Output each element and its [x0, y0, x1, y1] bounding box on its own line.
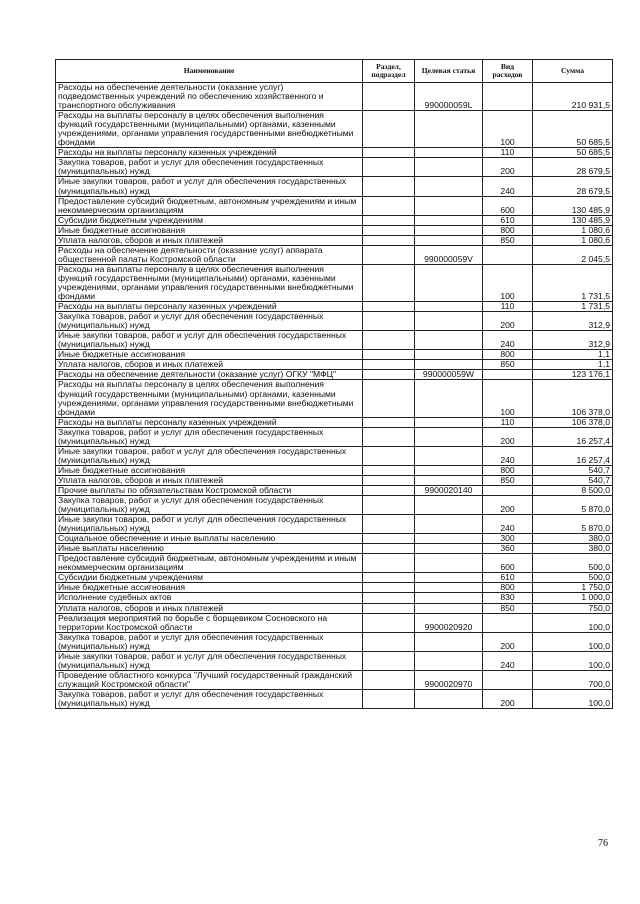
cell-type: 100	[483, 264, 533, 301]
cell-target: 990000059V	[415, 245, 483, 264]
cell-sum: 130 485,9	[533, 196, 613, 215]
table-row	[56, 689, 613, 708]
cell-type: 240	[483, 331, 533, 350]
cell-target	[415, 417, 483, 427]
cell-sum: 100,0	[533, 613, 613, 632]
cell-section	[363, 111, 415, 148]
cell-name: Предоставление субсидий бюджетным, автономным учреждениям и иным некоммерческим организациям	[56, 196, 363, 215]
table-row	[56, 427, 613, 446]
cell-section	[363, 689, 415, 708]
cell-target	[415, 475, 483, 485]
cell-type: 200	[483, 312, 533, 331]
cell-target	[415, 350, 483, 360]
cell-name: Субсидии бюджетным учреждениям	[56, 573, 363, 583]
cell-section	[363, 225, 415, 235]
document-sheet	[55, 59, 612, 709]
cell-sum: 2 045,5	[533, 245, 613, 264]
cell-type: 100	[483, 380, 533, 417]
cell-type	[483, 245, 533, 264]
cell-section	[363, 417, 415, 427]
cell-sum: 100,0	[533, 651, 613, 670]
cell-target: 9900020920	[415, 613, 483, 632]
cell-target: 990000059W	[415, 370, 483, 380]
cell-type: 110	[483, 302, 533, 312]
cell-target	[415, 583, 483, 593]
cell-type: 200	[483, 689, 533, 708]
table-row	[56, 446, 613, 465]
cell-sum: 16 257,4	[533, 446, 613, 465]
header-target: Целевая статья	[415, 60, 483, 83]
cell-sum: 28 679,5	[533, 177, 613, 196]
budget-table	[55, 59, 613, 709]
cell-name: Закупка товаров, работ и услуг для обеспечения государственных (муниципальных) нужд	[56, 496, 363, 515]
cell-section	[363, 670, 415, 689]
cell-name: Уплата налогов, сборов и иных платежей	[56, 360, 363, 370]
cell-sum: 130 485,9	[533, 215, 613, 225]
table-row	[56, 380, 613, 417]
cell-sum: 500,0	[533, 554, 613, 573]
cell-sum: 5 870,0	[533, 515, 613, 534]
cell-name: Социальное обеспечение и иные выплаты населению	[56, 534, 363, 544]
table-row	[56, 350, 613, 360]
cell-target	[415, 225, 483, 235]
cell-type: 850	[483, 235, 533, 245]
cell-target	[415, 632, 483, 651]
table-row	[56, 651, 613, 670]
table-row	[56, 573, 613, 583]
cell-section	[363, 427, 415, 446]
cell-name: Уплата налогов, сборов и иных платежей	[56, 603, 363, 613]
cell-section	[363, 177, 415, 196]
cell-target	[415, 515, 483, 534]
cell-section	[363, 515, 415, 534]
cell-name: Расходы на выплаты персоналу в целях обеспечения выполнения функций государственными (муниципальными) органами, казенными учреждениями, органами управления государственными внебюджетными фондами	[56, 111, 363, 148]
cell-section	[363, 360, 415, 370]
table-row	[56, 485, 613, 495]
cell-target: 990000059L	[415, 83, 483, 111]
cell-name: Иные выплаты населению	[56, 544, 363, 554]
cell-name: Расходы на выплаты персоналу в целях обеспечения выполнения функций государственными (муниципальными) органами, казенными учреждениями, органами управления государственными внебюджетными фондами	[56, 264, 363, 301]
cell-sum: 50 685,5	[533, 148, 613, 158]
cell-section	[363, 465, 415, 475]
cell-target	[415, 177, 483, 196]
cell-target	[415, 427, 483, 446]
cell-name: Проведение областного конкурса "Лучший государственный гражданский служащий Костромской области"	[56, 670, 363, 689]
table-row	[56, 148, 613, 158]
cell-section	[363, 245, 415, 264]
cell-sum: 380,0	[533, 534, 613, 544]
cell-sum: 50 685,5	[533, 111, 613, 148]
cell-sum: 380,0	[533, 544, 613, 554]
cell-name: Предоставление субсидий бюджетным, автономным учреждениям и иным некоммерческим организациям	[56, 554, 363, 573]
table-row	[56, 670, 613, 689]
cell-sum: 1 731,5	[533, 264, 613, 301]
cell-section	[363, 603, 415, 613]
cell-section	[363, 475, 415, 485]
cell-type: 600	[483, 554, 533, 573]
cell-target	[415, 465, 483, 475]
table-row	[56, 235, 613, 245]
cell-name: Иные закупки товаров, работ и услуг для обеспечения государственных (муниципальных) нужд	[56, 177, 363, 196]
cell-sum: 1,1	[533, 350, 613, 360]
table-row	[56, 593, 613, 603]
header-type: Вид расходов	[483, 60, 533, 83]
table-header-row	[56, 60, 613, 83]
cell-target	[415, 235, 483, 245]
table-row	[56, 245, 613, 264]
cell-section	[363, 370, 415, 380]
table-row	[56, 370, 613, 380]
table-row	[56, 544, 613, 554]
cell-name: Расходы на выплаты персоналу казенных учреждений	[56, 148, 363, 158]
cell-type: 800	[483, 583, 533, 593]
cell-section	[363, 573, 415, 583]
cell-name: Расходы на выплаты персоналу казенных учреждений	[56, 302, 363, 312]
cell-name: Закупка товаров, работ и услуг для обеспечения государственных (муниципальных) нужд	[56, 312, 363, 331]
cell-type: 360	[483, 544, 533, 554]
cell-sum: 1 731,5	[533, 302, 613, 312]
cell-section	[363, 83, 415, 111]
table-row	[56, 360, 613, 370]
table-row	[56, 465, 613, 475]
cell-sum: 8 500,0	[533, 485, 613, 495]
cell-section	[363, 651, 415, 670]
table-row	[56, 215, 613, 225]
cell-sum: 106 378,0	[533, 380, 613, 417]
table-row	[56, 583, 613, 593]
cell-section	[363, 235, 415, 245]
cell-name: Иные закупки товаров, работ и услуг для обеспечения государственных (муниципальных) нужд	[56, 651, 363, 670]
cell-target: 9900020140	[415, 485, 483, 495]
cell-section	[363, 331, 415, 350]
cell-sum: 28 679,5	[533, 158, 613, 177]
cell-name: Закупка товаров, работ и услуг для обеспечения государственных (муниципальных) нужд	[56, 632, 363, 651]
cell-type: 240	[483, 177, 533, 196]
header-section: Раздел, подраздел	[363, 60, 415, 83]
cell-name: Расходы на выплаты персоналу казенных учреждений	[56, 417, 363, 427]
cell-target	[415, 544, 483, 554]
cell-type: 240	[483, 446, 533, 465]
cell-target	[415, 148, 483, 158]
table-row	[56, 196, 613, 215]
cell-name: Иные закупки товаров, работ и услуг для обеспечения государственных (муниципальных) нужд	[56, 331, 363, 350]
cell-target	[415, 496, 483, 515]
cell-name: Иные бюджетные ассигнования	[56, 350, 363, 360]
cell-name: Иные бюджетные ассигнования	[56, 465, 363, 475]
cell-type: 850	[483, 475, 533, 485]
cell-name: Уплата налогов, сборов и иных платежей	[56, 235, 363, 245]
cell-target	[415, 302, 483, 312]
cell-section	[363, 583, 415, 593]
cell-sum: 210 931,5	[533, 83, 613, 111]
table-row	[56, 603, 613, 613]
cell-target	[415, 312, 483, 331]
cell-type: 200	[483, 158, 533, 177]
cell-section	[363, 534, 415, 544]
cell-section	[363, 485, 415, 495]
cell-type: 800	[483, 225, 533, 235]
cell-section	[363, 380, 415, 417]
cell-name: Закупка товаров, работ и услуг для обеспечения государственных (муниципальных) нужд	[56, 427, 363, 446]
cell-type: 200	[483, 496, 533, 515]
header-name: Наименование	[56, 60, 363, 83]
cell-sum: 1 000,0	[533, 593, 613, 603]
cell-type	[483, 83, 533, 111]
table-row	[56, 158, 613, 177]
cell-type: 110	[483, 417, 533, 427]
cell-section	[363, 496, 415, 515]
cell-section	[363, 264, 415, 301]
cell-sum: 106 378,0	[533, 417, 613, 427]
table-row	[56, 417, 613, 427]
cell-name: Исполнение судебных актов	[56, 593, 363, 603]
cell-type: 100	[483, 111, 533, 148]
header-sum: Сумма	[533, 60, 613, 83]
cell-sum: 123 176,1	[533, 370, 613, 380]
table-row	[56, 312, 613, 331]
cell-type: 830	[483, 593, 533, 603]
cell-type	[483, 670, 533, 689]
cell-sum: 500,0	[533, 573, 613, 583]
cell-name: Закупка товаров, работ и услуг для обеспечения государственных (муниципальных) нужд	[56, 158, 363, 177]
cell-type: 800	[483, 350, 533, 360]
cell-target: 9900020970	[415, 670, 483, 689]
cell-sum: 16 257,4	[533, 427, 613, 446]
cell-name: Закупка товаров, работ и услуг для обеспечения государственных (муниципальных) нужд	[56, 689, 363, 708]
cell-type: 610	[483, 215, 533, 225]
cell-sum: 312,9	[533, 331, 613, 350]
table-row	[56, 302, 613, 312]
cell-section	[363, 554, 415, 573]
cell-name: Иные закупки товаров, работ и услуг для обеспечения государственных (муниципальных) нужд	[56, 515, 363, 534]
cell-type	[483, 485, 533, 495]
table-row	[56, 534, 613, 544]
cell-name: Расходы на выплаты персоналу в целях обеспечения выполнения функций государственными (муниципальными) органами, казенными учреждениями, органами управления государственными внебюджетными фондами	[56, 380, 363, 417]
cell-target	[415, 111, 483, 148]
cell-sum: 100,0	[533, 689, 613, 708]
cell-name: Иные бюджетные ассигнования	[56, 583, 363, 593]
cell-type: 610	[483, 573, 533, 583]
cell-section	[363, 302, 415, 312]
cell-type: 600	[483, 196, 533, 215]
cell-sum: 700,0	[533, 670, 613, 689]
table-row	[56, 177, 613, 196]
table-row	[56, 225, 613, 235]
cell-target	[415, 593, 483, 603]
cell-target	[415, 196, 483, 215]
cell-target	[415, 264, 483, 301]
cell-target	[415, 360, 483, 370]
cell-target	[415, 573, 483, 583]
cell-type: 800	[483, 465, 533, 475]
cell-name: Расходы на обеспечение деятельности (оказание услуг) подведомственных учреждений по обеспечению хозяйственного и транспортного обслуживания	[56, 83, 363, 111]
page-number: 76	[598, 838, 608, 849]
cell-target	[415, 651, 483, 670]
cell-type: 300	[483, 534, 533, 544]
cell-type: 200	[483, 427, 533, 446]
cell-sum: 540,7	[533, 465, 613, 475]
table-row	[56, 475, 613, 485]
cell-target	[415, 215, 483, 225]
cell-target	[415, 331, 483, 350]
cell-name: Иные закупки товаров, работ и услуг для обеспечения государственных (муниципальных) нужд	[56, 446, 363, 465]
cell-target	[415, 380, 483, 417]
cell-section	[363, 312, 415, 331]
cell-section	[363, 158, 415, 177]
cell-section	[363, 148, 415, 158]
cell-type	[483, 370, 533, 380]
cell-name: Прочие выплаты по обязательствам Костромской области	[56, 485, 363, 495]
cell-target	[415, 689, 483, 708]
cell-section	[363, 215, 415, 225]
cell-sum: 540,7	[533, 475, 613, 485]
cell-target	[415, 603, 483, 613]
table-row	[56, 111, 613, 148]
cell-sum: 1,1	[533, 360, 613, 370]
cell-section	[363, 593, 415, 603]
cell-type: 240	[483, 515, 533, 534]
table-row	[56, 264, 613, 301]
cell-name: Уплата налогов, сборов и иных платежей	[56, 475, 363, 485]
table-row	[56, 613, 613, 632]
cell-target	[415, 534, 483, 544]
table-row	[56, 515, 613, 534]
cell-target	[415, 554, 483, 573]
table-row	[56, 83, 613, 111]
cell-type	[483, 613, 533, 632]
cell-section	[363, 446, 415, 465]
cell-type: 850	[483, 360, 533, 370]
cell-sum: 1 080,6	[533, 225, 613, 235]
cell-type: 850	[483, 603, 533, 613]
cell-type: 200	[483, 632, 533, 651]
table-row	[56, 554, 613, 573]
cell-name: Расходы на обеспечение деятельности (оказание услуг) аппарата общественной палаты Костромской области	[56, 245, 363, 264]
cell-name: Субсидии бюджетным учреждениям	[56, 215, 363, 225]
table-row	[56, 496, 613, 515]
cell-sum: 5 870,0	[533, 496, 613, 515]
cell-target	[415, 446, 483, 465]
cell-sum: 312,9	[533, 312, 613, 331]
cell-section	[363, 196, 415, 215]
cell-sum: 1 080,6	[533, 235, 613, 245]
cell-section	[363, 544, 415, 554]
cell-type: 240	[483, 651, 533, 670]
cell-type: 110	[483, 148, 533, 158]
cell-name: Реализация мероприятий по борьбе с борщевиком Сосновского на территории Костромской области	[56, 613, 363, 632]
cell-section	[363, 632, 415, 651]
cell-section	[363, 350, 415, 360]
cell-sum: 750,0	[533, 603, 613, 613]
table-row	[56, 331, 613, 350]
table-body	[56, 83, 613, 709]
cell-sum: 1 750,0	[533, 583, 613, 593]
cell-sum: 100,0	[533, 632, 613, 651]
cell-name: Расходы на обеспечение деятельности (оказание услуг) ОГКУ "МФЦ"	[56, 370, 363, 380]
cell-name: Иные бюджетные ассигнования	[56, 225, 363, 235]
cell-section	[363, 613, 415, 632]
cell-target	[415, 158, 483, 177]
table-row	[56, 632, 613, 651]
